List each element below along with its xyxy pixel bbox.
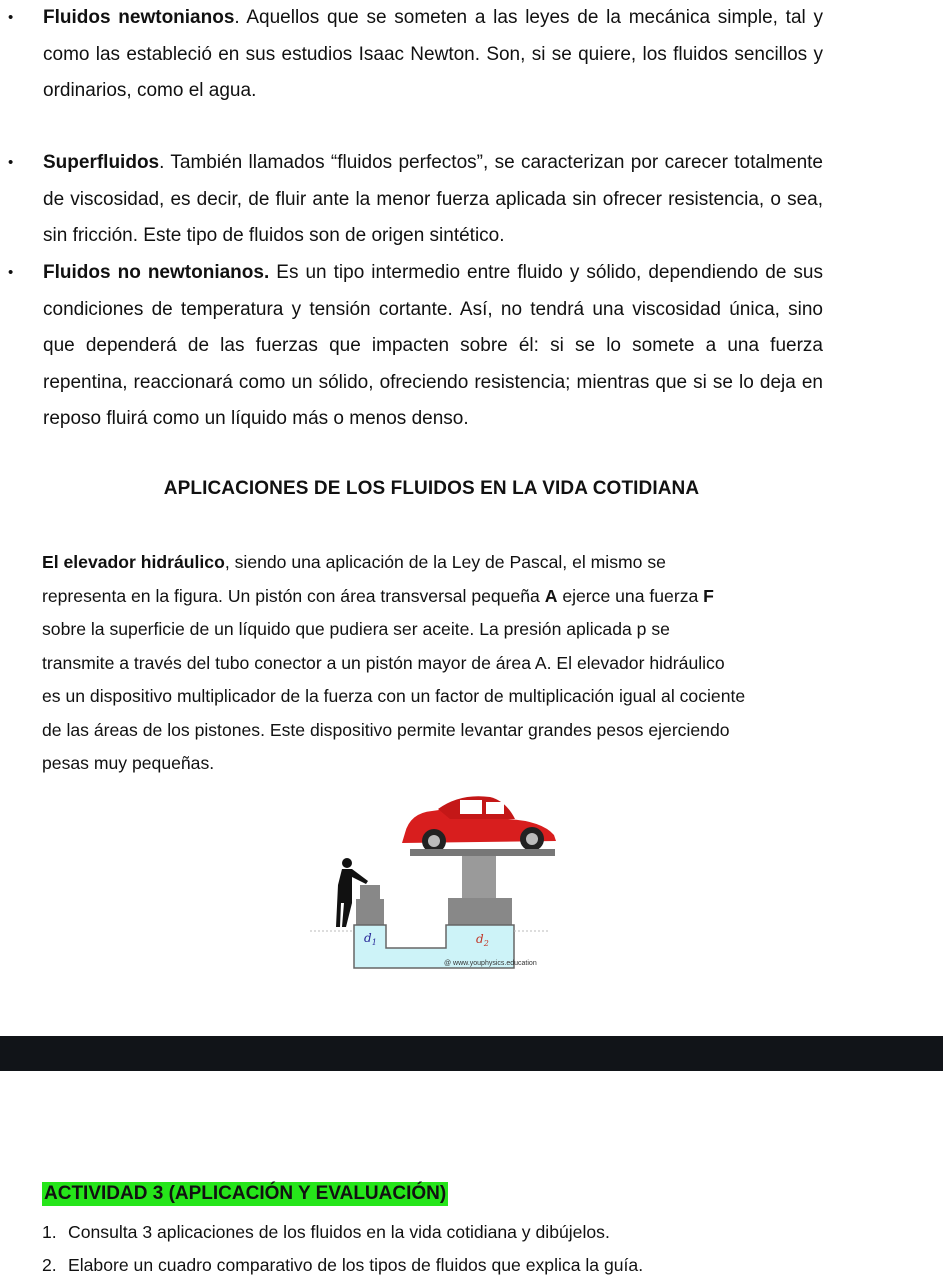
label-d1: $d_1$ [364,931,377,947]
bullet-term: Superfluidos [43,152,160,173]
paragraph-line: pesas muy pequeñas. [42,753,215,773]
symbol-F: F [703,585,714,606]
activity-task-list [42,1216,643,1282]
list-item [42,1216,643,1249]
bullet-text: Es un tipo intermedio entre fluido y sólido, dependiendo de sus condiciones de temperatura y tensión cortante. Así, no tendrá una viscosidad única, sino que dependerá de las fuerzas que impacten sobre él: si se lo somete a una fuerza repentina, reaccionará como un sólido, ofreciendo resistencia; mientras que si se lo deja en reposo fluirá como un líquido más o menos denso. [43,262,823,429]
lift-platform [410,849,555,856]
paragraph-line: transmite a través del tubo conector a un pistón mayor de área A. El elevador hidráulico [42,652,725,673]
elevator-paragraph [42,546,822,781]
list-item [43,255,823,438]
label-d2: $d_2$ [476,932,489,948]
hydraulic-lift-figure [310,785,570,975]
task-text: Consulta 3 aplicaciones de los fluidos en la vida cotidiana y dibújelos. [68,1222,610,1242]
list-item [42,1249,643,1282]
line-text: representa en la figura. Un pistón con área transversal pequeña [42,585,545,606]
list-item [43,145,823,255]
hydraulic-lift-illustration [310,785,570,975]
symbol-A: A [544,585,558,606]
paragraph-line: es un dispositivo multiplicador de la fuerza con un factor de multiplicación igual al cociente [42,686,746,706]
paragraph-line [42,580,822,614]
bullet-term: Fluidos newtonianos [43,7,235,28]
line-text: , siendo una aplicación de la Ley de Pascal, el mismo se [224,552,666,572]
task-number: 1. [42,1222,57,1242]
small-piston-rod [360,885,380,899]
paragraph-line: sobre la superficie de un líquido que pudiera ser aceite. La presión aplicada p se [42,619,670,639]
task-number: 2. [42,1255,57,1275]
line-text: ejerce una fuerza [557,585,704,606]
figure-credit: @ www.youphysics.education [444,960,537,967]
activity-title: ACTIVIDAD 3 (APLICACIÓN Y EVALUACIÓN) [44,1183,447,1204]
list-item [43,0,823,110]
bullet-term-suffix: . [159,152,165,173]
elevator-term: El elevador hidráulico [42,552,225,572]
dark-band [0,1036,943,1071]
bullet-text: Aquellos que se someten a las leyes de la mecánica simple, tal y como las estableció en sus estudios Isaac Newton. Son, si se quiere, los fluidos sencillos y ordinarios, como el agua. [43,7,823,101]
large-piston [448,898,512,926]
car-icon [402,796,556,853]
small-piston [356,899,384,927]
bullet-term: Fluidos no newtonianos. [43,262,270,283]
paragraph-line: de las áreas de los pistones. Este dispositivo permite levantar grandes pesos ejerciendo [42,719,730,740]
large-piston-rod [462,856,496,898]
paragraph-line [42,546,822,580]
task-text: Elabore un cuadro comparativo de los tipos de fluidos que explica la guía. [68,1255,644,1275]
bullet-text: También llamados “fluidos perfectos”, se caracterizan por carecer totalmente de viscosidad, es decir, de fluir ante la menor fuerza aplicada sin ofrecer resistencia, o sea, sin fricción. Este tipo de fluidos son de origen sintético. [43,152,823,246]
bullet-term-suffix: . [234,7,240,28]
section-heading: APLICACIONES DE LOS FLUIDOS EN LA VIDA COTIDIANA [163,478,700,499]
